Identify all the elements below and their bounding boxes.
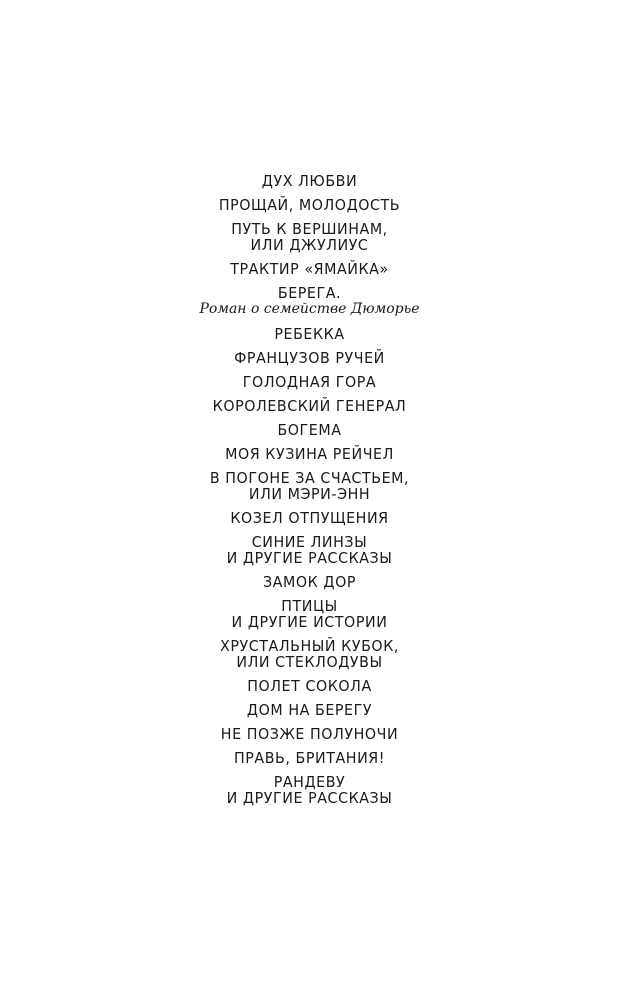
book-title-line: И ДРУГИЕ РАССКАЗЫ bbox=[226, 789, 393, 807]
book-title-item bbox=[0, 422, 619, 438]
book-title-line: ФРАНЦУЗОВ РУЧЕЙ bbox=[234, 349, 385, 367]
book-title-item bbox=[0, 446, 619, 462]
book-title-line: ИЛИ ДЖУЛИУС bbox=[250, 236, 369, 254]
book-title-line: И ДРУГИЕ РАССКАЗЫ bbox=[226, 549, 393, 567]
book-title-item bbox=[0, 726, 619, 742]
book-title-line: ИЛИ МЭРИ-ЭНН bbox=[248, 485, 371, 503]
book-title-line: ТРАКТИР «ЯМАЙКА» bbox=[230, 260, 389, 278]
book-title-line: ПУТЬ К ВЕРШИНАМ, bbox=[231, 220, 388, 238]
book-title-item bbox=[0, 470, 619, 502]
book-title-line: МОЯ КУЗИНА РЕЙЧЕЛ bbox=[225, 445, 394, 463]
book-title-line: СИНИЕ ЛИНЗЫ bbox=[251, 533, 368, 551]
book-title-item bbox=[0, 261, 619, 277]
book-title-item bbox=[0, 638, 619, 670]
book-title-item bbox=[0, 350, 619, 366]
book-title-line: ДУХ ЛЮБВИ bbox=[261, 172, 358, 190]
book-titles-list bbox=[0, 173, 619, 814]
book-title-item bbox=[0, 173, 619, 189]
book-title-item bbox=[0, 398, 619, 414]
book-title-line: БОГЕМА bbox=[277, 421, 342, 439]
book-title-line: БЕРЕГА. bbox=[277, 284, 342, 302]
book-title-line: ПТИЦЫ bbox=[281, 597, 338, 615]
book-title-line: ИЛИ СТЕКЛОДУВЫ bbox=[236, 653, 383, 671]
book-title-line: РЕБЕККА bbox=[274, 325, 345, 343]
book-title-line: ПРАВЬ, БРИТАНИЯ! bbox=[233, 749, 386, 767]
book-title-line: КОРОЛЕВСКИЙ ГЕНЕРАЛ bbox=[212, 397, 407, 415]
book-title-line: РАНДЕВУ bbox=[273, 773, 346, 791]
book-title-line: ГОЛОДНАЯ ГОРА bbox=[242, 373, 377, 391]
book-title-item bbox=[0, 197, 619, 213]
book-title-line: КОЗЕЛ ОТПУЩЕНИЯ bbox=[230, 509, 389, 527]
book-title-line: НЕ ПОЗЖЕ ПОЛУНОЧИ bbox=[220, 725, 399, 743]
book-title-item bbox=[0, 678, 619, 694]
book-title-line: ПОЛЕТ СОКОЛА bbox=[247, 677, 372, 695]
book-title-line: ЗАМОК ДОР bbox=[262, 573, 357, 591]
book-title-line: В ПОГОНЕ ЗА СЧАСТЬЕМ, bbox=[209, 469, 410, 487]
book-title-item bbox=[0, 534, 619, 566]
book-title-item bbox=[0, 598, 619, 630]
book-title-item bbox=[0, 750, 619, 766]
book-title-line: И ДРУГИЕ ИСТОРИИ bbox=[231, 613, 388, 631]
book-title-item bbox=[0, 374, 619, 390]
book-title-line: ХРУСТАЛЬНЫЙ КУБОК, bbox=[220, 637, 399, 655]
book-title-item bbox=[0, 774, 619, 806]
book-title-item bbox=[0, 285, 619, 318]
book-title-item bbox=[0, 574, 619, 590]
book-title-item bbox=[0, 510, 619, 526]
book-title-line: ДОМ НА БЕРЕГУ bbox=[246, 701, 373, 719]
book-title-item bbox=[0, 326, 619, 342]
book-title-item bbox=[0, 702, 619, 718]
book-subtitle: Роман о семействе Дюморье bbox=[199, 301, 420, 317]
book-title-line: ПРОЩАЙ, МОЛОДОСТЬ bbox=[218, 196, 401, 214]
book-title-item bbox=[0, 221, 619, 253]
